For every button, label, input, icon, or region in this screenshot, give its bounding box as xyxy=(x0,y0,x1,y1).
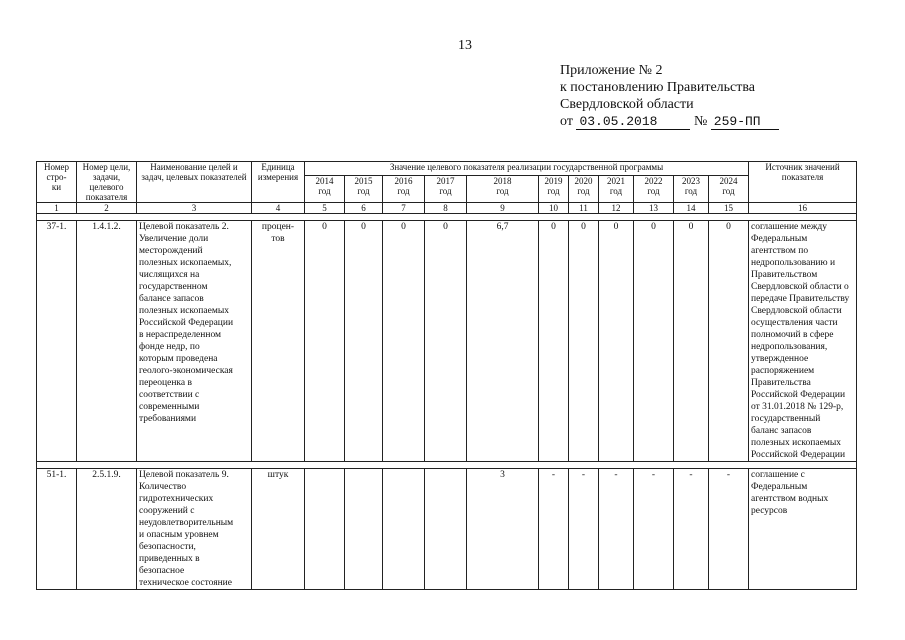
indicator-name: Целевой показатель 9. Количество гидротехнических сооружений с неудовлетворительным и опасным уровнем безопасности, приведенных в безопасное техническое состояние xyxy=(137,469,252,590)
value-2021: - xyxy=(599,469,634,590)
indicator-source: соглашение с Федеральным агентством водных ресурсов xyxy=(749,469,857,590)
value-2019: 0 xyxy=(539,221,569,462)
column-number-16: 16 xyxy=(749,203,857,214)
header-year-2017: 2017 год xyxy=(425,176,467,203)
header-year-2021: 2021 год xyxy=(599,176,634,203)
value-2014: 0 xyxy=(305,221,345,462)
header-year-2015: 2015 год xyxy=(345,176,383,203)
value-2016 xyxy=(383,469,425,590)
value-2015: 0 xyxy=(345,221,383,462)
column-number-11: 11 xyxy=(569,203,599,214)
header-year-2018: 2018 год xyxy=(467,176,539,203)
column-number-4: 4 xyxy=(252,203,305,214)
page-number: 13 xyxy=(458,38,472,53)
column-number-7: 7 xyxy=(383,203,425,214)
value-2017 xyxy=(425,469,467,590)
header-year-2019: 2019 год xyxy=(539,176,569,203)
value-2019: - xyxy=(539,469,569,590)
value-2014 xyxy=(305,469,345,590)
value-2018: 6,7 xyxy=(467,221,539,462)
table-row xyxy=(37,469,857,590)
header-row-no: Номер стро- ки xyxy=(37,162,77,203)
indicators-table xyxy=(36,161,857,590)
date-prefix: от xyxy=(560,114,573,129)
header-year-2020: 2020 год xyxy=(569,176,599,203)
value-2024: - xyxy=(709,469,749,590)
header-values-group: Значение целевого показателя реализации государственной программы xyxy=(305,162,749,176)
unit-of-measure: процен- тов xyxy=(252,221,305,462)
header-year-2022: 2022 год xyxy=(634,176,674,203)
column-number-10: 10 xyxy=(539,203,569,214)
date-value: 03.05.2018 xyxy=(576,115,690,130)
header-source: Источник значений показателя xyxy=(749,162,857,203)
goal-number: 1.4.1.2. xyxy=(77,221,137,462)
value-2020: 0 xyxy=(569,221,599,462)
header-year-2023: 2023 год xyxy=(674,176,709,203)
indicator-source: соглашение между Федеральным агентством по недропользованию и Правительством Свердловской области о передаче Правительству Свердловской области осуществления части полномочий в сфере недропользования, утвержденное распоряжением Правительства Российской Федерации от 31.01.2018 № 129-р, государственный баланс запасов полезных ископаемых Российской Федерации xyxy=(749,221,857,462)
column-number-5: 5 xyxy=(305,203,345,214)
column-number-6: 6 xyxy=(345,203,383,214)
value-2016: 0 xyxy=(383,221,425,462)
appendix-line-1: Приложение № 2 xyxy=(560,63,663,78)
row-gap-cell xyxy=(37,214,857,221)
value-2022: - xyxy=(634,469,674,590)
appendix-line-3: Свердловской области xyxy=(560,97,694,112)
header-year-2024: 2024 год xyxy=(709,176,749,203)
goal-number: 2.5.1.9. xyxy=(77,469,137,590)
row-gap-cell xyxy=(37,462,857,469)
row-number: 37-1. xyxy=(37,221,77,462)
column-number-14: 14 xyxy=(674,203,709,214)
header-unit: Единица измерения xyxy=(252,162,305,203)
value-2023: 0 xyxy=(674,221,709,462)
value-2015 xyxy=(345,469,383,590)
appendix-date-line xyxy=(560,113,779,130)
header-year-2016: 2016 год xyxy=(383,176,425,203)
row-number: 51-1. xyxy=(37,469,77,590)
row-gap xyxy=(37,462,857,469)
header-row-1 xyxy=(37,162,857,176)
column-number-8: 8 xyxy=(425,203,467,214)
header-name: Наименование целей и задач, целевых показателей xyxy=(137,162,252,203)
value-2022: 0 xyxy=(634,221,674,462)
column-number-2: 2 xyxy=(77,203,137,214)
value-2017: 0 xyxy=(425,221,467,462)
value-2023: - xyxy=(674,469,709,590)
column-number-12: 12 xyxy=(599,203,634,214)
header-year-2014: 2014 год xyxy=(305,176,345,203)
header-goal-no: Номер цели, задачи, целевого показателя xyxy=(77,162,137,203)
row-gap xyxy=(37,214,857,221)
column-number-13: 13 xyxy=(634,203,674,214)
value-2018: 3 xyxy=(467,469,539,590)
column-number-row xyxy=(37,203,857,214)
table-row xyxy=(37,221,857,462)
column-number-1: 1 xyxy=(37,203,77,214)
column-number-9: 9 xyxy=(467,203,539,214)
indicator-name: Целевой показатель 2. Увеличение доли месторождений полезных ископаемых, числящихся на государственном балансе запасов полезных ископаемых Российской Федерации в нераспределенном фонде недр, по которым проведена геолого-экономическая переоценка в соответствии с современными требованиями xyxy=(137,221,252,462)
appendix-header xyxy=(560,62,779,130)
column-number-3: 3 xyxy=(137,203,252,214)
value-2020: - xyxy=(569,469,599,590)
appendix-line-2: к постановлению Правительства xyxy=(560,80,756,95)
column-number-15: 15 xyxy=(709,203,749,214)
value-2024: 0 xyxy=(709,221,749,462)
unit-of-measure: штук xyxy=(252,469,305,590)
number-prefix: № xyxy=(693,114,708,129)
value-2021: 0 xyxy=(599,221,634,462)
number-value: 259-ПП xyxy=(711,115,779,130)
